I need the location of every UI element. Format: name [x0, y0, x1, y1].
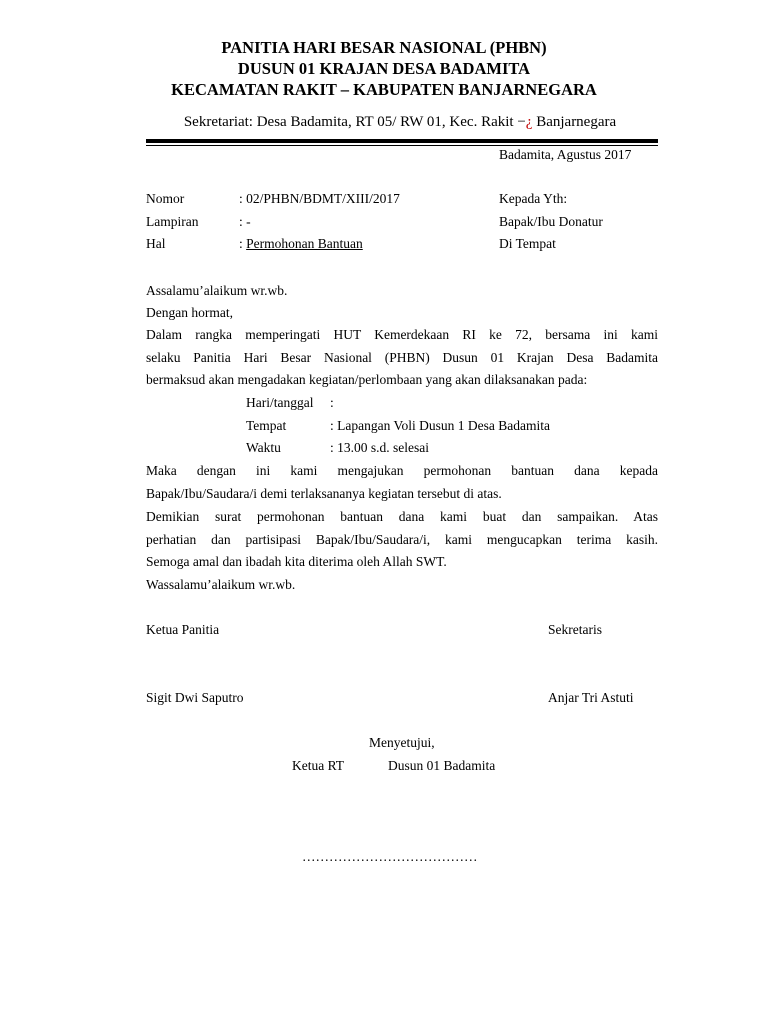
signature-right-title: Sekretaris: [548, 622, 602, 637]
approval-signature-blank: …………………………………: [302, 849, 478, 864]
paragraph-2-line-1: Maka dengan ini kami mengajukan permohonan bantuan dana kepada: [146, 463, 658, 478]
nomor-label: Nomor: [146, 191, 185, 206]
hal-colon: :: [239, 236, 247, 251]
paragraph-1-line-1: Dalam rangka memperingati HUT Kemerdekaan RI ke 72, bersama ini kami: [146, 327, 658, 342]
signature-left-name: Sigit Dwi Saputro: [146, 690, 244, 705]
detail-value-date: :: [330, 395, 334, 410]
secretariat-mark: ¿: [525, 114, 533, 130]
approval-title-dusun: Dusun 01 Badamita: [388, 758, 496, 773]
lampiran-label: Lampiran: [146, 214, 199, 229]
approval-title-rt: Ketua RT: [292, 758, 345, 773]
paragraph-1-line-3: bermaksud akan mengadakan kegiatan/perlombaan yang akan dilaksanakan pada:: [146, 372, 588, 387]
paragraph-3-line-3: Semoga amal dan ibadah kita diterima oleh Allah SWT.: [146, 554, 447, 569]
detail-value-time: : 13.00 s.d. selesai: [330, 440, 429, 455]
hal-value: [239, 236, 363, 252]
paragraph-3-line-2: perhatian dan partisipasi Bapak/Ibu/Saudara/i, kami mengucapkan terima kasih.: [146, 532, 658, 547]
letterhead-line-2: DUSUN 01 KRAJAN DESA BADAMITA: [237, 59, 531, 78]
lampiran-value: : -: [239, 214, 251, 229]
detail-value-place: : Lapangan Voli Dusun 1 Desa Badamita: [330, 418, 550, 433]
signature-right-name: Anjar Tri Astuti: [548, 690, 634, 705]
letterhead-line-1: PANITIA HARI BESAR NASIONAL (PHBN): [221, 38, 547, 57]
recipient-line-1: Kepada Yth:: [499, 191, 568, 206]
greeting: Assalamu’alaikum wr.wb.: [146, 283, 288, 298]
opening: Dengan hormat,: [146, 305, 233, 320]
detail-label-time: Waktu: [246, 440, 281, 455]
letterhead-line-3: KECAMATAN RAKIT – KABUPATEN BANJARNEGARA: [171, 80, 597, 99]
letterhead-thick-rule: [146, 139, 658, 143]
secretariat-address: [0, 114, 768, 131]
letter-date: Badamita, Agustus 2017: [499, 147, 632, 162]
paragraph-3-line-1: Demikian surat permohonan bantuan dana kami buat dan sampaikan. Atas: [146, 509, 658, 524]
detail-label-date: Hari/tanggal: [246, 395, 314, 410]
recipient-line-3: Di Tempat: [499, 236, 556, 251]
detail-label-place: Tempat: [246, 418, 287, 433]
hal-label: Hal: [146, 236, 166, 251]
letterhead-thin-rule: [146, 145, 658, 146]
paragraph-2-line-2: Bapak/Ibu/Saudara/i demi terlaksananya kegiatan tersebut di atas.: [146, 486, 502, 501]
approval-label: Menyetujui,: [369, 735, 435, 750]
hal-subject: Permohonan Bantuan: [246, 236, 363, 251]
nomor-value: : 02/PHBN/BDMT/XIII/2017: [239, 191, 400, 206]
closing-salutation: Wassalamu’alaikum wr.wb.: [146, 577, 296, 592]
recipient-line-2: Bapak/Ibu Donatur: [499, 214, 603, 229]
signature-left-title: Ketua Panitia: [146, 622, 220, 637]
paragraph-1-line-2: selaku Panitia Hari Besar Nasional (PHBN) Dusun 01 Krajan Desa Badamita: [146, 350, 658, 365]
secretariat-suffix: Banjarnegara: [532, 114, 617, 130]
secretariat-prefix: Sekretariat: Desa Badamita, RT 05/ RW 01, Kec. Rakit −: [183, 114, 526, 130]
